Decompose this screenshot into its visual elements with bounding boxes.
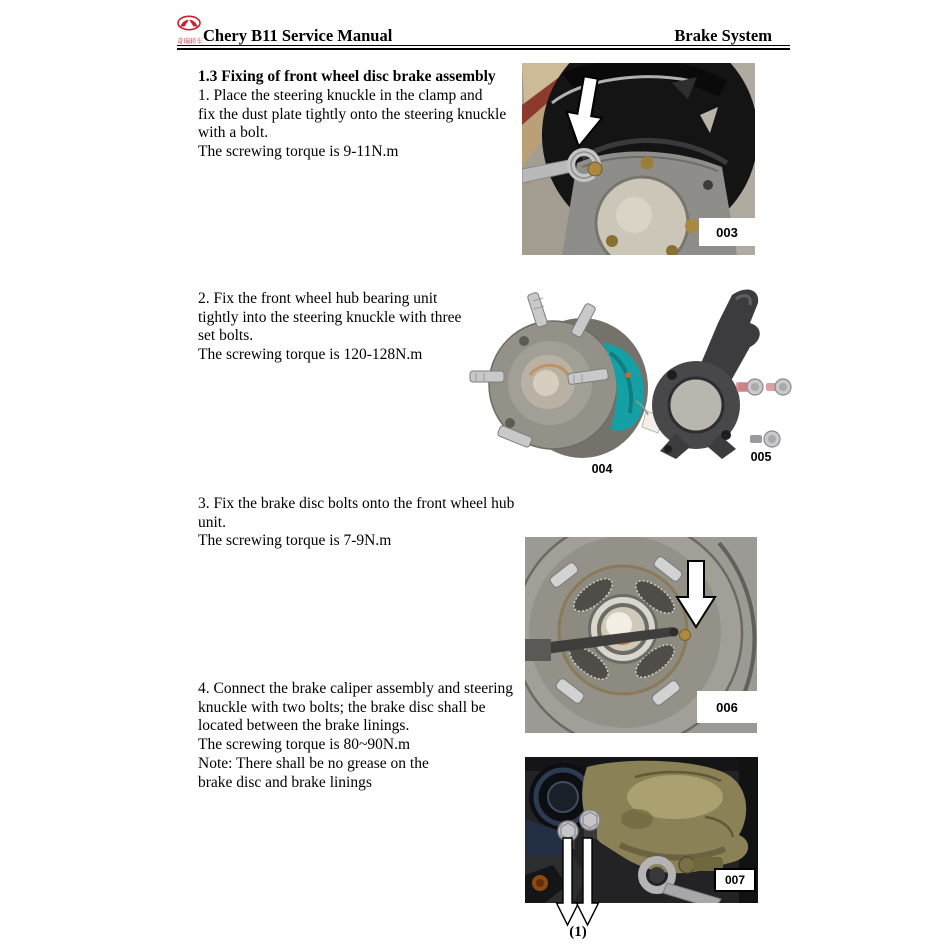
text-line: 2. Fix the front wheel hub bearing unit (198, 290, 438, 307)
section-4-text (198, 680, 513, 792)
figure-005-label: 005 (750, 450, 772, 464)
text-line: 1. Place the steering knuckle in the clamp and (198, 87, 483, 104)
text-line: Note: There shall be no grease on the (198, 754, 429, 772)
down-arrow-icon (557, 838, 579, 925)
figure-006-label: 006 (697, 691, 757, 723)
header-rule (177, 45, 790, 50)
section-3-text (198, 495, 514, 551)
down-arrow-icon (577, 838, 599, 925)
section-1-heading: 1.3 Fixing of front wheel disc brake assembly (198, 68, 496, 85)
figure-007-callout: (1) (569, 924, 587, 940)
chapter-title: Brake System (674, 26, 772, 45)
text-line: fix the dust plate tightly onto the steering knuckle (198, 105, 507, 123)
callout-arrows (550, 830, 600, 930)
text-line: The screwing torque is 9-11N.m (198, 143, 399, 161)
text-line: 3. Fix the brake disc bolts onto the front wheel hub (198, 495, 515, 512)
text-line: brake disc and brake linings (198, 773, 372, 791)
text-line: located between the brake linings. (198, 717, 410, 735)
steering-knuckle-photo (652, 289, 791, 459)
manual-title: Chery B11 Service Manual (203, 26, 393, 45)
text-line: knuckle with two bolts; the brake disc shall be (198, 698, 486, 716)
text-line: The screwing torque is 80~90N.m (198, 736, 410, 754)
text-line: 4. Connect the brake caliper assembly and steering (198, 680, 514, 697)
figure-003-label: 003 (699, 218, 755, 246)
figure-007-label: 007 (714, 868, 756, 892)
chery-logo-icon (177, 13, 201, 37)
figure-004-label: 004 (591, 462, 613, 476)
text-line: The screwing torque is 7-9N.m (198, 532, 392, 550)
text-line: unit. (198, 513, 226, 531)
text-line: tightly into the steering knuckle with three (198, 308, 462, 326)
section-1-text (198, 87, 506, 162)
wheel-hub-photo (470, 292, 664, 458)
text-line: The screwing torque is 120-128N.m (198, 346, 423, 364)
text-line: with a bolt. (198, 124, 269, 142)
section-2-text (198, 290, 461, 365)
brand-chinese-text: 奇瑞轿车 (177, 37, 203, 45)
text-line: set bolts. (198, 327, 254, 345)
figure-004-005-photos (450, 283, 795, 468)
